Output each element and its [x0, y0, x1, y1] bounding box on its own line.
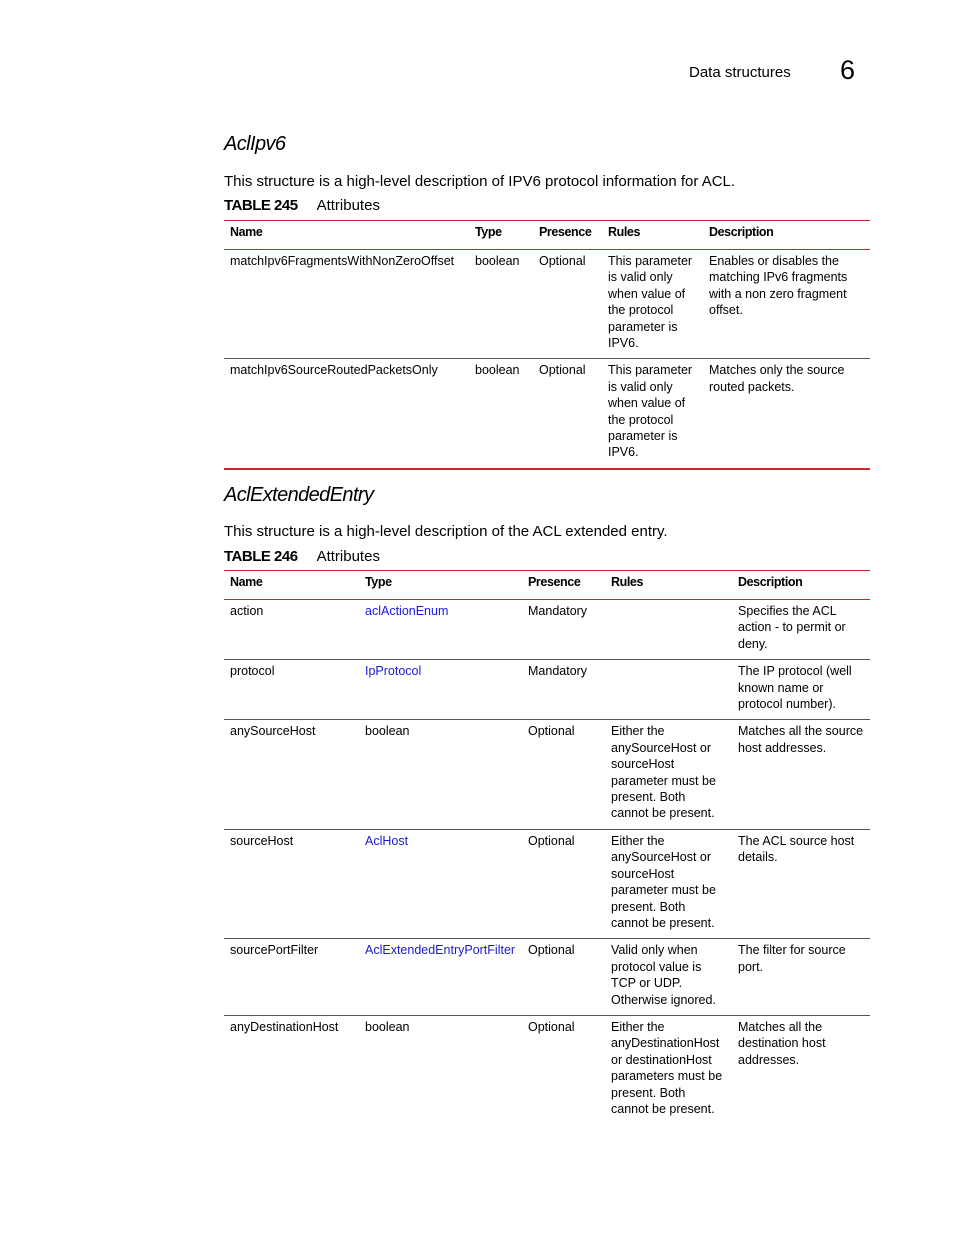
cell-description: Matches only the source routed packets. — [703, 359, 870, 469]
type-link[interactable]: AclExtendedEntryPortFilter — [365, 943, 516, 958]
column-header-presence: Presence — [533, 221, 602, 250]
cell-rules: Either the anySourceHost or sourceHost parameter must be present. Both cannot be present. — [605, 829, 732, 938]
attributes-table-245 — [224, 220, 870, 470]
cell-presence: Mandatory — [522, 660, 605, 720]
cell-presence: Optional — [533, 359, 602, 469]
column-header-rules: Rules — [602, 221, 703, 250]
cell-type — [359, 660, 522, 720]
table-row — [224, 1015, 870, 1124]
table-caption-246 — [224, 548, 380, 565]
cell-presence: Optional — [528, 1019, 575, 1034]
cell-rules: This parameter is valid only when value of the protocol parameter is IPV6. — [602, 250, 703, 359]
column-header-type: Type — [359, 571, 522, 600]
cell-name: sourceHost — [224, 829, 359, 938]
type-link[interactable]: aclActionEnum — [365, 604, 449, 618]
cell-description: The filter for source port. — [732, 939, 870, 1016]
cell-type — [359, 939, 522, 1016]
table-row — [224, 939, 870, 1016]
cell-description: Matches all the source host addresses. — [732, 720, 870, 829]
section-intro-aclextendedentry: This structure is a high-level description of the ACL extended entry. — [224, 523, 668, 540]
table-caption-245 — [224, 197, 380, 214]
table-label: TABLE 245 — [224, 197, 298, 214]
table-caption-text: Attributes — [316, 548, 380, 565]
column-header-name: Name — [224, 221, 469, 250]
column-header-presence: Presence — [522, 571, 605, 600]
header-section-title: Data structures — [689, 64, 791, 81]
cell-name: matchIpv6SourceRoutedPacketsOnly — [224, 359, 469, 469]
section-intro-aclipv6: This structure is a high-level description of IPV6 protocol information for ACL. — [224, 173, 736, 190]
column-header-name: Name — [224, 571, 359, 600]
section-title-aclextendedentry: AclExtendedEntry — [224, 484, 374, 506]
column-header-description: Description — [732, 571, 870, 600]
cell-rules: Either the anyDestinationHost or destinationHost parameters must be present. Both cannot be present. — [611, 1019, 723, 1116]
cell-description: Enables or disables the matching IPv6 fragments with a non zero fragment offset. — [703, 250, 870, 359]
cell-type: boolean — [469, 250, 533, 359]
cell-type — [359, 600, 522, 660]
cell-type — [359, 829, 522, 938]
column-header-description: Description — [703, 221, 870, 250]
table-row — [224, 660, 870, 720]
table-row — [224, 359, 870, 469]
type-link[interactable]: IpProtocol — [365, 664, 422, 679]
cell-name: anyDestinationHost — [230, 1019, 339, 1034]
column-header-rules: Rules — [605, 571, 732, 600]
cell-rules — [605, 660, 732, 720]
cell-description: Matches all the destination host addresses. — [738, 1019, 826, 1067]
cell-presence: Optional — [522, 720, 605, 829]
type-link[interactable]: AclHost — [365, 833, 409, 848]
table-row — [224, 720, 870, 829]
cell-name: sourcePortFilter — [224, 939, 359, 1016]
attributes-table-246 — [224, 570, 870, 1124]
cell-name: protocol — [224, 660, 359, 720]
cell-description: The IP protocol (well known name or protocol number). — [732, 660, 870, 720]
table-label: TABLE 246 — [224, 548, 298, 565]
cell-type: boolean — [359, 720, 522, 829]
cell-name: anySourceHost — [224, 720, 359, 829]
cell-presence: Mandatory — [522, 600, 605, 660]
column-header-type: Type — [469, 221, 533, 250]
cell-rules: Valid only when protocol value is TCP or UDP. Otherwise ignored. — [605, 939, 732, 1016]
cell-rules — [605, 600, 732, 660]
cell-rules: This parameter is valid only when value of the protocol parameter is IPV6. — [602, 359, 703, 469]
cell-name: matchIpv6FragmentsWithNonZeroOffset — [224, 250, 469, 359]
cell-presence: Optional — [522, 829, 605, 938]
table-header-row — [224, 221, 870, 250]
cell-type: boolean — [469, 359, 533, 469]
section-title-aclipv6: AclIpv6 — [224, 133, 286, 155]
cell-description: The ACL source host details. — [732, 829, 870, 938]
table-row — [224, 250, 870, 359]
cell-rules: Either the anySourceHost or sourceHost parameter must be present. Both cannot be present. — [605, 720, 732, 829]
cell-presence: Optional — [522, 939, 605, 1016]
cell-type: boolean — [365, 1019, 410, 1034]
table-caption-text: Attributes — [316, 197, 380, 214]
cell-name: action — [224, 600, 359, 660]
table-row — [224, 829, 870, 938]
header-chapter-number: 6 — [840, 55, 856, 85]
table-header-row — [224, 571, 870, 600]
cell-presence: Optional — [533, 250, 602, 359]
table-row — [224, 600, 870, 660]
cell-description: Specifies the ACL action - to permit or deny. — [732, 600, 870, 660]
